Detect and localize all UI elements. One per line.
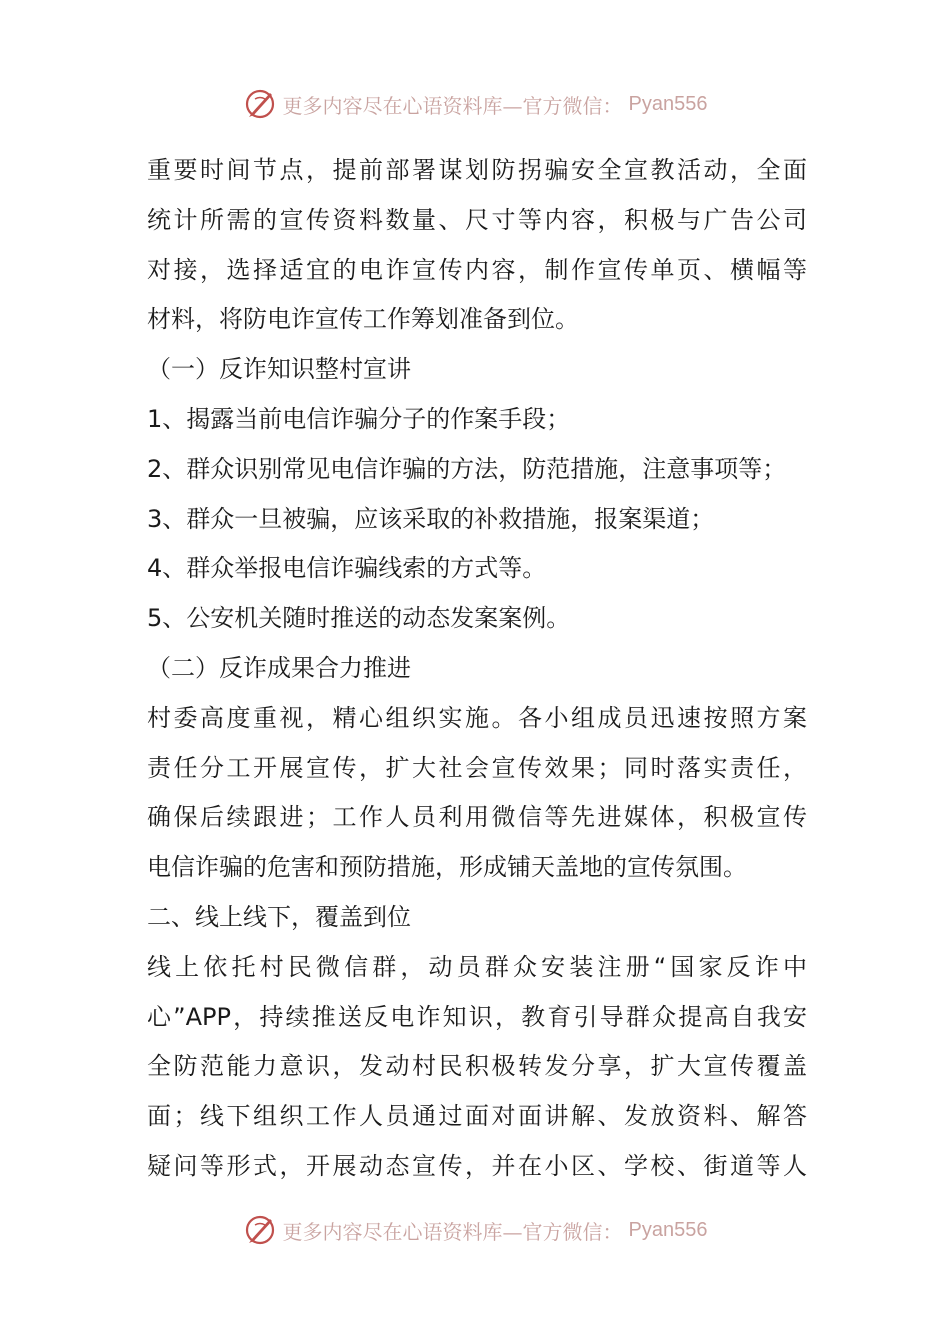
watermark-wechat-id: Pyan556: [628, 1218, 708, 1241]
section-heading: （一）反诈知识整村宣讲: [147, 355, 411, 384]
list-item: 2、群众识别常见电信诈骗的方法，防范措施，注意事项等；: [147, 454, 787, 483]
paragraph-line: 心”APP，持续推送反电诈知识，教育引导群众提高自我安: [147, 1002, 807, 1031]
paragraph-line: 线上依托村民微信群，动员群众安装注册“国家反诈中: [147, 952, 807, 981]
paragraph-line: 统计所需的宣传资料数量、尺寸等内容，积极与广告公司: [147, 205, 807, 234]
watermark-wechat-id: Pyan556: [628, 92, 708, 115]
pen-circle-logo-icon: [243, 1213, 277, 1247]
paragraph-line: 对接，选择适宜的电诈宣传内容，制作宣传单页、横幅等: [147, 255, 807, 284]
list-item: 5、公安机关随时推送的动态发案案例。: [147, 604, 571, 633]
watermark-text: 更多内容尽在心语资料库—官方微信：: [282, 1219, 623, 1244]
footer-watermark: [0, 1210, 950, 1250]
paragraph-line: 疑问等形式，开展动态宣传，并在小区、学校、街道等人: [147, 1151, 807, 1180]
paragraph-line: 面；线下组织工作人员通过面对面讲解、发放资料、解答: [147, 1102, 807, 1131]
paragraph-line: 重要时间节点，提前部署谋划防拐骗安全宣教活动，全面: [147, 156, 807, 184]
list-item: 1、揭露当前电信诈骗分子的作案手段；: [147, 404, 571, 433]
paragraph-line: 材料，将防电诈宣传工作筹划准备到位。: [147, 305, 579, 334]
header-watermark: [0, 84, 950, 124]
paragraph-line: 全防范能力意识，发动村民积极转发分享，扩大宣传覆盖: [147, 1052, 807, 1081]
paragraph-line: 村委高度重视，精心组织实施。各小组成员迅速按照方案: [147, 703, 807, 732]
pen-circle-logo-icon: [243, 87, 277, 121]
paragraph-line: 电信诈骗的危害和预防措施，形成铺天盖地的宣传氛围。: [147, 853, 747, 882]
document-body: [147, 146, 807, 1192]
paragraph-line: 责任分工开展宣传，扩大社会宣传效果；同时落实责任，: [147, 753, 807, 782]
list-item: 3、群众一旦被骗，应该采取的补救措施，报案渠道；: [147, 504, 715, 533]
paragraph-line: 确保后续跟进；工作人员利用微信等先进媒体，积极宣传: [147, 803, 807, 832]
section-heading: （二）反诈成果合力推进: [147, 653, 411, 682]
watermark-text: 更多内容尽在心语资料库—官方微信：: [282, 93, 623, 118]
list-item: 4、群众举报电信诈骗线索的方式等。: [147, 554, 547, 583]
section-heading: 二、线上线下，覆盖到位: [147, 902, 411, 931]
